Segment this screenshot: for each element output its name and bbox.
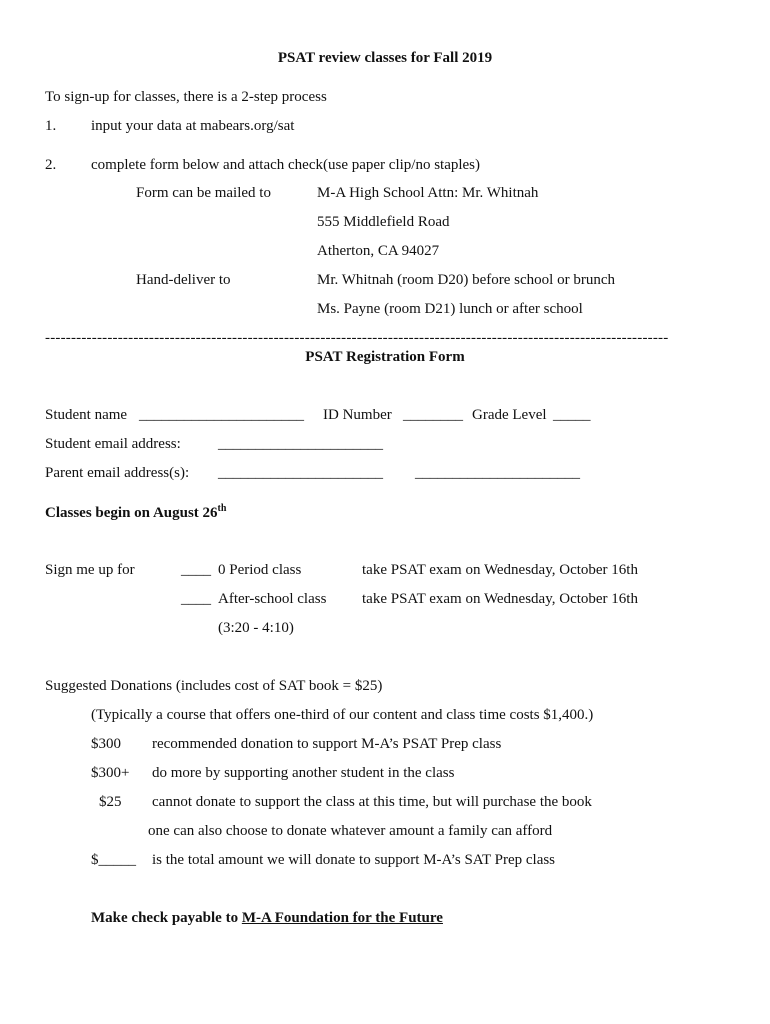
donation-amount: $300+ (91, 765, 130, 781)
classes-begin: Classes begin on August 26th (45, 503, 227, 521)
signup-option-name: After-school class (218, 591, 327, 607)
payable-name: M-A Foundation for the Future (241, 910, 443, 926)
signup-option-exam: take PSAT exam on Wednesday, October 16th (362, 562, 638, 578)
mail-address-line: 555 Middlefield Road (317, 214, 450, 230)
mail-address-line: M-A High School Attn: Mr. Whitnah (317, 185, 539, 201)
donations-heading: Suggested Donations (includes cost of SAT book = $25) (45, 678, 383, 694)
parent-email-label: Parent email address(s): (45, 465, 190, 481)
form-title: PSAT Registration Form (305, 349, 465, 365)
donation-amount: $300 (91, 736, 121, 752)
student-email-field[interactable]: ______________________ (218, 436, 383, 452)
donations-note: (Typically a course that offers one-third of our content and class time costs $1,400.) (91, 707, 594, 723)
donation-desc: cannot donate to support the class at this time, but will purchase the book (152, 794, 592, 810)
donation-desc: recommended donation to support M-A’s PSAT Prep class (152, 736, 502, 752)
signup-option-blank[interactable]: ____ (181, 591, 211, 607)
cut-divider: ------------------------------------------------------------------------------------------------------------------------ (45, 330, 669, 346)
parent-email-field-2[interactable]: ______________________ (415, 465, 580, 481)
step-number-2: 2. (45, 157, 57, 173)
step-text-1: input your data at mabears.org/sat (91, 118, 295, 134)
donation-desc: do more by supporting another student in the class (152, 765, 455, 781)
parent-email-field-1[interactable]: ______________________ (218, 465, 383, 481)
signup-option-blank[interactable]: ____ (181, 562, 211, 578)
page-title: PSAT review classes for Fall 2019 (277, 50, 493, 66)
donation-choose-note: one can also choose to donate whatever amount a family can afford (148, 823, 553, 839)
step-text-2: complete form below and attach check(use paper clip/no staples) (91, 157, 481, 173)
student-email-label: Student email address: (45, 436, 181, 452)
student-name-field[interactable]: ______________________ (139, 407, 304, 423)
donation-amount: $25 (99, 794, 122, 810)
hand-deliver-line: Ms. Payne (room D21) lunch or after school (317, 301, 583, 317)
signup-option-exam: take PSAT exam on Wednesday, October 16th (362, 591, 638, 607)
donation-total-desc: is the total amount we will donate to support M-A’s SAT Prep class (152, 852, 556, 868)
donation-total-field[interactable]: $_____ (91, 852, 136, 868)
id-number-label: ID Number (323, 407, 392, 423)
intro-text: To sign-up for classes, there is a 2-step process (45, 89, 327, 105)
id-number-field[interactable]: ________ (403, 407, 463, 423)
mail-address-line: Atherton, CA 94027 (317, 243, 440, 259)
signup-option-name: 0 Period class (218, 562, 302, 578)
step-number-1: 1. (45, 118, 57, 134)
payable-line: Make check payable to M-A Foundation for the Future (91, 910, 443, 926)
signup-time: (3:20 - 4:10) (218, 620, 294, 636)
mail-label: Form can be mailed to (136, 185, 271, 201)
grade-level-field[interactable]: _____ (553, 407, 591, 423)
student-name-label: Student name (45, 407, 128, 423)
hand-deliver-line: Mr. Whitnah (room D20) before school or brunch (317, 272, 615, 288)
hand-deliver-label: Hand-deliver to (136, 272, 231, 288)
grade-level-label: Grade Level (472, 407, 547, 423)
signup-label: Sign me up for (45, 562, 135, 578)
